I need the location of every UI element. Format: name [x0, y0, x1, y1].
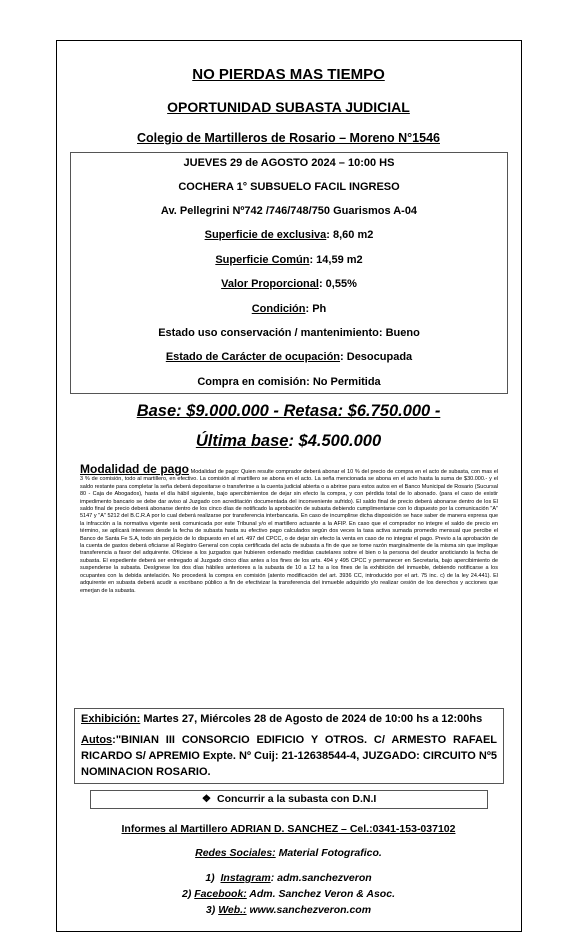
diamond-bullet-icon: ❖	[201, 793, 212, 805]
proportional-value: Valor Proporcional: 0,55%	[221, 278, 357, 290]
case-autos: Autos:"BINIAN III CONSORCIO EDIFICIO Y OTROS. C/ ARMESTO RAFAEL RICARDO S/ APREMIO Expte. Nº Cuij: 21-12638544-4, JUZGADO: CIRCUITO Nº5 NOMINACION ROSARIO.	[81, 734, 497, 778]
facebook-link[interactable]: 2) Facebook: Adm. Sanchez Veron & Asoc.	[182, 888, 395, 900]
occupation-state: Estado de Carácter de ocupación: Desocupada	[165, 351, 413, 363]
payment-modality-text: Modalidad de pago: Quien resulte comprador deberá abonar el 10 % del precio de compra en el acto de subasta, con mas el 3 % de comisión, todo al martillero, en efectivo. La comisión al martillero se abona en el acto. La seña mencionada se abona en el acto hasta la suma de $30.000.- y el saldo restante para completar la seña deberá depositarse o transferirse a la cuenta judicial abierta o a abrirse para estos autos en el Banco Municipal de Rosario (Sucursal 80 - Caja de Abogados), hasta el día hábil siguiente, bajo apercibimientos de dejar sin efecto la compra, y con pérdida total de lo abonado. (para el caso de existir impedimento bancario se debe dar aviso al Juzgado con acreditación documentada del inconveniente sufrido). El saldo final de precio deberá abonarse dentro de los El saldo final de precio deberá abonarse dentro de los cinco días de notificado la aprobación de subasta debiendo cumplimentarse con lo dispuesto por la comunicación "A" 5147 y "A" 5212 del B.C.R.A por lo cual deberá realizarse por transferencia interbancaria. En caso de incumplirse dicha disposición se hace saber de manera expresa que la infracción a la normativa vigente será comunicada por este Tribunal y/o el martillero actuante a la AFIP. En caso que el comprador no integre el saldo de precio en término, se aplicará intereses desde la fecha de subasta hasta su efectivo pago calculados según dos veces la tasa activa sumada promedio mensual que percibe el Banco de Santa Fe S.A, todo sin perjuicio de lo dispuesto en el art. 497 del CPCC, o de dejar sin efecto la venta en caso de no integrar el pago. Previo a la aprobación de la cuenta de gastos deberá oficiarse al Registro General con copia certificada del acta de subasta a fin de que se tome razón marginalmente de la misma sin que implique transferencia a favor del adquirente. Ofíciese a los juzgados que hubieren ordenado medidas cautelares sobre el bien o la persona del deudor anoticiando la fecha de subasta. El expediente deberá ser entregado al Juzgado cinco días antes a los fines de los arts. 494 y 495 CPCC y permanecer en Secretaría, bajo apercibimiento de suspenderse la subasta. Desígnese los dos días hábiles anteriores a la subasta de 10 a 12 hs a los fines de la exhibición del inmueble, debiendo notificarse a los ocupantes con la debida antelación. No procederá la compra en comisión (atento modificación del art. 3936 CC, introducido por el art. 75 inc. c) de la ley 24.441). El adquirente en subasta deberá acudir a escribano público a fin de efectivizar la transferencia del inmueble adquirido y/o realizar cesión de los derechos y acciones que emerjan de la subasta.	[80, 469, 498, 594]
dni-notice: ❖ Concurrir a la subasta con D.N.I	[90, 790, 488, 809]
auctioneer-contact: Informes al Martillero ADRIAN D. SANCHEZ – Cel.:0341-153-037102	[121, 823, 456, 835]
instagram-link[interactable]: 1) Instagram: adm.sanchezveron	[205, 872, 372, 884]
property-address: Av. Pellegrini Nº742 /746/748/750 Guarismos A-04	[160, 205, 418, 217]
exclusive-surface: Superficie de exclusiva: 8,60 m2	[204, 229, 374, 241]
main-title: NO PIERDAS MAS TIEMPO	[192, 66, 385, 83]
college-address: Colegio de Martilleros de Rosario – Moreno N°1546	[137, 131, 440, 145]
last-base-price: Última base: $4.500.000	[195, 432, 382, 450]
payment-modality-title: Modalidad de pago	[80, 462, 189, 476]
subtitle: OPORTUNIDAD SUBASTA JUDICIAL	[167, 99, 410, 115]
usage-state: Estado uso conservación / mantenimiento: Bueno	[158, 327, 420, 339]
social-networks: Redes Sociales: Material Fotografico.	[195, 847, 382, 859]
common-surface: Superficie Común: 14,59 m2	[215, 254, 363, 266]
base-price: Base: $9.000.000 - Retasa: $6.750.000 -	[136, 402, 441, 420]
exhibition-box	[74, 708, 504, 784]
website-link[interactable]: 3) Web.: www.sanchezveron.com	[205, 904, 372, 916]
item-description: COCHERA 1° SUBSUELO FACIL INGRESO	[178, 181, 400, 193]
commission-purchase: Compra en comisión: No Permitida	[197, 376, 381, 388]
payment-modality	[80, 463, 498, 595]
auction-date: JUEVES 29 de AGOSTO 2024 – 10:00 HS	[183, 157, 395, 169]
exhibition-line: Exhibición: Martes 27, Miércoles 28 de Agosto de 2024 de 10:00 hs a 12:00hs	[81, 713, 483, 725]
condition: Condición: Ph	[251, 303, 327, 315]
